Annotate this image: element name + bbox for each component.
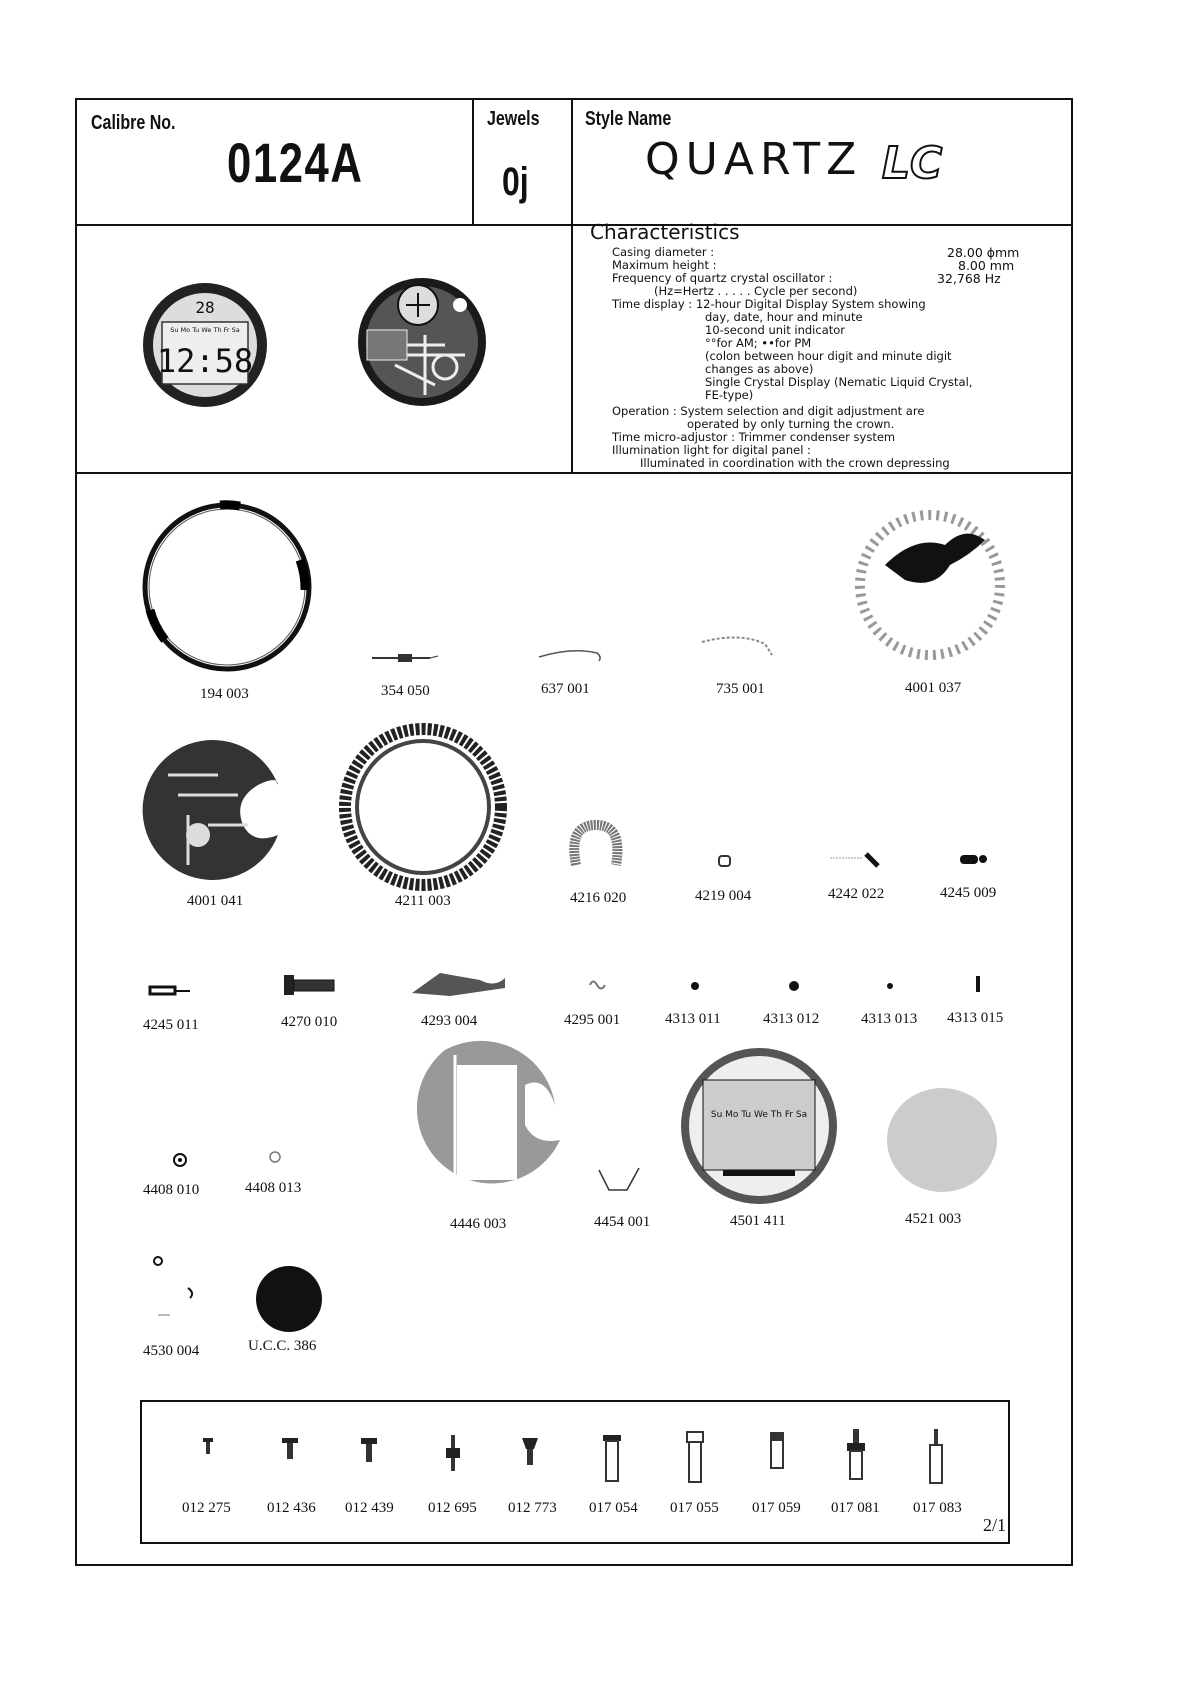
- dial-days: Su Mo Tu We Th Fr Sa: [710, 1110, 808, 1120]
- part-label: 4242 022: [828, 886, 885, 902]
- part-4530004-spring: [150, 1253, 200, 1323]
- part-label: 4454 001: [594, 1214, 651, 1230]
- time-display-line-1: Time display : 12-hour Digital Display System showing: [612, 297, 926, 311]
- part-label: 4293 004: [421, 1013, 478, 1029]
- screw-label: 017 054: [589, 1500, 638, 1516]
- calibre-label: Calibre No.: [91, 112, 176, 134]
- watch-date: 28: [195, 298, 215, 317]
- illumination-line-2: Illuminated in coordination with the crown depressing: [640, 456, 950, 470]
- page-number: 2/1: [983, 1515, 1007, 1535]
- part-label: 354 050: [381, 683, 430, 699]
- part-label: 4295 001: [564, 1012, 621, 1028]
- part-4001037-circuit: [855, 505, 1005, 665]
- watch-front-image: [140, 280, 270, 410]
- screw-box: [140, 1400, 1010, 1544]
- part-735001-lever: [700, 630, 775, 660]
- time-display-line-4: °°for AM; ••for PM: [705, 336, 812, 350]
- time-display-line-8: FE-type): [705, 388, 754, 402]
- part-4521003-disc: [885, 1085, 1000, 1195]
- part-label: 4521 003: [905, 1211, 962, 1227]
- part-4454001-spring: [597, 1165, 642, 1195]
- screw-icon: [768, 1431, 786, 1469]
- part-4242022-lever: [828, 850, 883, 870]
- part-label: 4001 041: [187, 893, 244, 909]
- time-display-line-5: (colon between hour digit and minute digit: [705, 349, 952, 363]
- part-label: 4270 010: [281, 1014, 338, 1030]
- part-label: 4245 011: [143, 1017, 199, 1033]
- part-4001041-circuit-board: [138, 735, 288, 885]
- frequency-note: (Hz=Hertz . . . . . Cycle per second): [654, 284, 858, 298]
- part-label: 4219 004: [695, 888, 752, 904]
- screw-icon: [602, 1434, 622, 1482]
- time-display-line-6: changes as above): [705, 362, 814, 376]
- part-label: 4446 003: [450, 1216, 507, 1232]
- part-4295001-spring: [588, 978, 608, 992]
- part-label: 4001 037: [905, 680, 962, 696]
- part-label: 4313 012: [763, 1011, 820, 1027]
- max-height-label: Maximum height :: [612, 258, 717, 272]
- screw-label: 012 695: [428, 1500, 477, 1516]
- characteristics-title: Characteristics: [590, 220, 740, 244]
- illumination-line-1: Illumination light for digital panel :: [612, 443, 811, 457]
- part-637001-spring: [537, 645, 607, 665]
- screw-label: 017 059: [752, 1500, 801, 1516]
- screw-label: 012 436: [267, 1500, 316, 1516]
- screw-label: 012 773: [508, 1500, 557, 1516]
- screw-icon: [281, 1437, 299, 1461]
- screw-icon: [201, 1437, 215, 1457]
- lc-logo: [882, 138, 992, 189]
- calibre-number: 0124A: [227, 131, 364, 194]
- screw-label: 017 083: [913, 1500, 962, 1516]
- part-354050-pin: [370, 652, 440, 664]
- part-4313011-jewel: [690, 981, 700, 991]
- operation-line-1: Operation : System selection and digit adjustment are: [612, 404, 925, 418]
- characteristics-bottom-rule: [77, 472, 1071, 474]
- part-4408013-washer: [268, 1150, 282, 1164]
- part-4219004-bush: [718, 855, 732, 867]
- header-bottom-rule: [77, 224, 1071, 226]
- part-4270010-screw: [282, 973, 337, 998]
- part-label: 4313 015: [947, 1010, 1004, 1026]
- style-label: Style Name: [585, 108, 672, 130]
- screw-label: 017 055: [670, 1500, 719, 1516]
- micro-adjustor: Time micro-adjustor : Trimmer condenser system: [612, 430, 896, 444]
- casing-diameter-value: 28.00 ϕmm: [947, 245, 1020, 260]
- part-label: U.C.C. 386: [248, 1338, 317, 1354]
- part-4293004-bridge: [410, 968, 510, 998]
- part-label: 4530 004: [143, 1343, 200, 1359]
- part-4446003-plate: [385, 1045, 570, 1200]
- time-display-line-2: day, date, hour and minute: [705, 310, 863, 324]
- screw-label: 017 081: [831, 1500, 880, 1516]
- part-label: 4313 013: [861, 1011, 918, 1027]
- part-4211003-gear-ring: [338, 725, 508, 890]
- screw-label: 012 439: [345, 1500, 394, 1516]
- part-4408010-washer: [172, 1152, 188, 1168]
- part-ucc386-battery: [255, 1265, 323, 1333]
- svg-text:LC: LC: [882, 138, 943, 189]
- part-4313012-jewel: [789, 981, 799, 991]
- movement-back-image: [355, 275, 490, 410]
- screw-icon: [444, 1434, 462, 1472]
- screw-icon: [685, 1431, 705, 1483]
- part-194003-ring: [140, 500, 315, 675]
- part-4313013-jewel: [886, 982, 894, 990]
- part-4245009-spring: [958, 852, 990, 866]
- part-label: 4501 411: [730, 1213, 786, 1229]
- part-label: 4245 009: [940, 885, 997, 901]
- style-name: QUARTZ: [645, 134, 863, 185]
- header-divider-2: [571, 100, 573, 472]
- screw-icon: [928, 1428, 944, 1484]
- frequency-value: 32,768 Hz: [937, 271, 1001, 286]
- screw-icon: [521, 1437, 539, 1467]
- watch-days: Su Mo Tu We Th Fr Sa: [170, 326, 240, 334]
- part-4501411-dial: [678, 1045, 840, 1207]
- watch-time: 12:58: [156, 342, 254, 380]
- time-display-line-3: 10-second unit indicator: [705, 323, 846, 337]
- screw-icon: [360, 1437, 378, 1465]
- header-divider-1: [472, 100, 474, 224]
- casing-diameter-label: Casing diameter :: [612, 245, 715, 259]
- operation-line-2: operated by only turning the crown.: [687, 417, 895, 431]
- part-label: 4408 013: [245, 1180, 302, 1196]
- time-display-line-7: Single Crystal Display (Nematic Liquid Crystal,: [705, 375, 973, 389]
- frequency-label: Frequency of quartz crystal oscillator :: [612, 271, 833, 285]
- part-4313015-pin: [975, 975, 981, 993]
- part-label: 735 001: [716, 681, 765, 697]
- part-label: 4313 011: [665, 1011, 721, 1027]
- jewels-value: 0j: [502, 160, 529, 204]
- part-label: 637 001: [541, 681, 590, 697]
- part-label: 4408 010: [143, 1182, 200, 1198]
- screw-icon: [845, 1428, 867, 1480]
- part-4216020-clip: [568, 820, 623, 870]
- part-label: 4216 020: [570, 890, 627, 906]
- part-4245011-spring: [148, 983, 193, 997]
- screw-label: 012 275: [182, 1500, 231, 1516]
- max-height-value: 8.00 mm: [958, 258, 1015, 273]
- part-label: 4211 003: [395, 893, 451, 909]
- jewels-label: Jewels: [487, 108, 540, 130]
- part-label: 194 003: [200, 686, 249, 702]
